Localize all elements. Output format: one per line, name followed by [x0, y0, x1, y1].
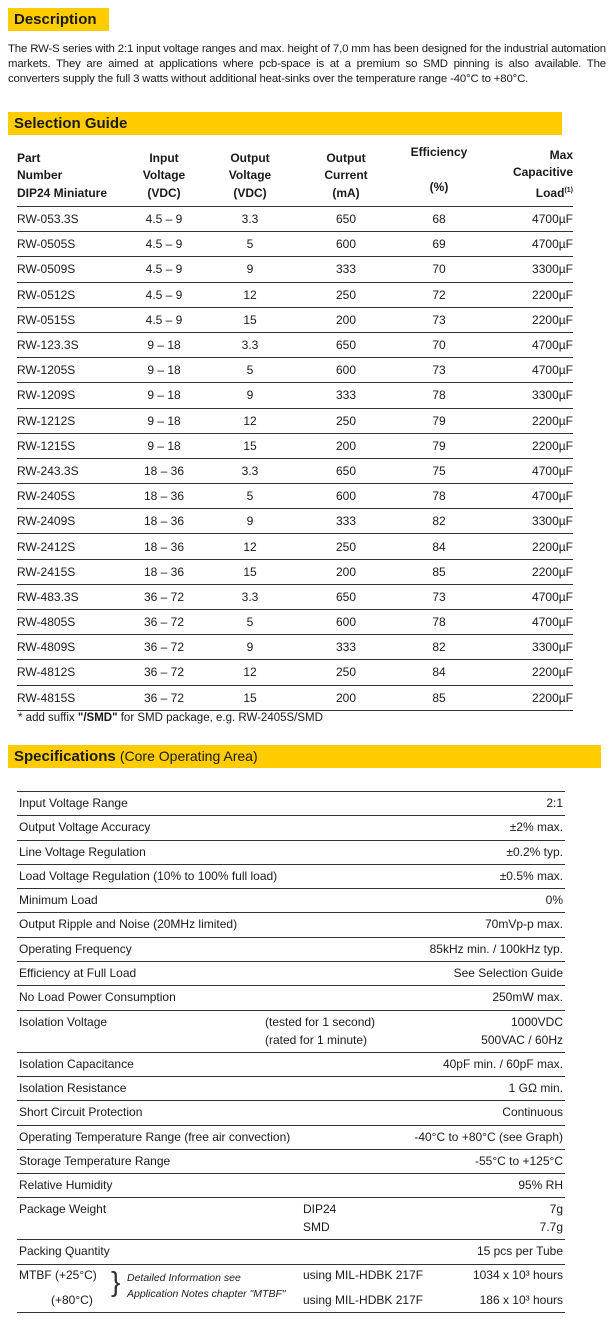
cell-output-current: 600 [299, 610, 393, 635]
table-row [17, 635, 573, 660]
cell-output-current: 650 [299, 458, 393, 483]
spec-row [17, 1240, 565, 1264]
cell-input-voltage: 9 – 18 [127, 433, 201, 458]
cell-part-number: RW-0512S [17, 282, 127, 307]
spec-label: Minimum Load [19, 893, 98, 908]
spec-condition-2: SMD [303, 1220, 330, 1235]
header-output-current [299, 142, 393, 207]
table-row [17, 207, 573, 232]
cell-part-number: RW-1205S [17, 358, 127, 383]
spec-condition: DIP24 [303, 1202, 337, 1217]
cell-output-voltage: 12 [201, 660, 299, 685]
table-row [17, 232, 573, 257]
cell-efficiency: 69 [393, 232, 485, 257]
cell-output-current: 333 [299, 257, 393, 282]
spec-value: 250mW max. [492, 990, 563, 1005]
cell-max-capacitive-load: 2200µF [485, 559, 573, 584]
spec-value: 1 GΩ min. [508, 1080, 563, 1095]
spec-row [17, 889, 565, 913]
cell-input-voltage: 36 – 72 [127, 584, 201, 609]
selection-guide-footnote [18, 712, 323, 724]
cell-output-voltage: 5 [201, 232, 299, 257]
header-part-line1: Part [17, 150, 41, 165]
cell-output-voltage: 3.3 [201, 332, 299, 357]
cell-part-number: RW-4815S [17, 685, 127, 710]
cell-max-capacitive-load: 2200µF [485, 433, 573, 458]
spec-row [17, 841, 565, 865]
cell-output-current: 600 [299, 484, 393, 509]
cell-output-current: 333 [299, 509, 393, 534]
cell-part-number: RW-123.3S [17, 332, 127, 357]
cell-part-number: RW-243.3S [17, 458, 127, 483]
cell-part-number: RW-053.3S [17, 207, 127, 232]
cell-efficiency: 70 [393, 332, 485, 357]
cell-input-voltage: 4.5 – 9 [127, 232, 201, 257]
cell-output-current: 250 [299, 534, 393, 559]
spec-value: 7g [549, 1202, 563, 1217]
cell-output-current: 200 [299, 559, 393, 584]
selection-guide-body [17, 207, 573, 711]
spec-label: Isolation Resistance [19, 1080, 127, 1095]
cell-max-capacitive-load: 4700µF [485, 584, 573, 609]
mtbf-label-80: (+80°C) [51, 1292, 93, 1307]
spec-label: Efficiency at Full Load [19, 966, 137, 981]
table-row [17, 484, 573, 509]
cell-efficiency: 82 [393, 509, 485, 534]
spec-value: 40pF min. / 60pF max. [442, 1056, 563, 1071]
cell-output-voltage: 5 [201, 610, 299, 635]
table-row [17, 383, 573, 408]
mtbf-value-80: 186 x 10³ hours [479, 1292, 563, 1307]
table-row [17, 358, 573, 383]
cell-max-capacitive-load: 2200µF [485, 282, 573, 307]
cell-efficiency: 73 [393, 584, 485, 609]
cell-efficiency: 73 [393, 307, 485, 332]
cell-efficiency: 72 [393, 282, 485, 307]
cell-input-voltage: 9 – 18 [127, 408, 201, 433]
selection-guide-heading [8, 112, 562, 135]
specifications-table [17, 791, 565, 1313]
header-outc-line2: Current [324, 168, 368, 182]
cell-output-voltage: 5 [201, 484, 299, 509]
cell-output-voltage: 3.3 [201, 584, 299, 609]
spec-label: Output Voltage Accuracy [19, 820, 151, 835]
table-row [17, 559, 573, 584]
spec-label: Load Voltage Regulation (10% to 100% full load) [19, 868, 278, 883]
cell-input-voltage: 36 – 72 [127, 660, 201, 685]
header-input-voltage [127, 142, 201, 207]
cell-part-number: RW-0509S [17, 257, 127, 282]
spec-row [17, 1174, 565, 1198]
cell-max-capacitive-load: 4700µF [485, 484, 573, 509]
specifications-heading [8, 745, 601, 768]
cell-output-voltage: 5 [201, 358, 299, 383]
spec-label: Output Ripple and Noise (20MHz limited) [19, 917, 238, 932]
header-part-line3: DIP24 Miniature [17, 185, 108, 200]
cell-output-voltage: 9 [201, 635, 299, 660]
spec-value: 1000VDC [510, 1014, 563, 1029]
header-efficiency [393, 142, 485, 207]
cell-max-capacitive-load: 4700µF [485, 358, 573, 383]
spec-value: See Selection Guide [453, 966, 563, 981]
cell-output-current: 650 [299, 584, 393, 609]
cell-max-capacitive-load: 4700µF [485, 332, 573, 357]
spec-label: Operating Temperature Range (free air convection) [19, 1129, 291, 1144]
table-row [17, 257, 573, 282]
specifications-heading-text: Specifications [14, 748, 116, 765]
spec-value: -40°C to +80°C (see Graph) [414, 1129, 563, 1144]
spec-row [17, 1011, 565, 1053]
cell-part-number: RW-4805S [17, 610, 127, 635]
cell-part-number: RW-0515S [17, 307, 127, 332]
cell-part-number: RW-2412S [17, 534, 127, 559]
cell-output-voltage: 15 [201, 685, 299, 710]
cell-part-number: RW-1212S [17, 408, 127, 433]
cell-input-voltage: 4.5 – 9 [127, 257, 201, 282]
cell-max-capacitive-load: 4700µF [485, 458, 573, 483]
cell-output-current: 200 [299, 433, 393, 458]
spec-row [17, 865, 565, 889]
spec-label: Storage Temperature Range [19, 1153, 171, 1168]
spec-row [17, 1077, 565, 1101]
cell-efficiency: 78 [393, 610, 485, 635]
cell-output-voltage: 15 [201, 307, 299, 332]
table-row [17, 509, 573, 534]
header-outv-line3: (VDC) [233, 185, 267, 200]
cell-output-current: 250 [299, 282, 393, 307]
table-row [17, 408, 573, 433]
spec-value: ±0.5% max. [499, 868, 563, 883]
cell-efficiency: 84 [393, 660, 485, 685]
cell-output-voltage: 3.3 [201, 458, 299, 483]
spec-row [17, 1150, 565, 1174]
cell-part-number: RW-2405S [17, 484, 127, 509]
cell-efficiency: 75 [393, 458, 485, 483]
cell-max-capacitive-load: 2200µF [485, 660, 573, 685]
specifications-subheading: (Core Operating Area) [119, 748, 258, 764]
cell-output-voltage: 12 [201, 408, 299, 433]
cell-part-number: RW-0505S [17, 232, 127, 257]
spec-row [17, 962, 565, 986]
cell-output-current: 200 [299, 685, 393, 710]
header-input-line3: (VDC) [147, 185, 181, 200]
table-row [17, 660, 573, 685]
cell-output-current: 650 [299, 332, 393, 357]
header-cap-line1: Max [549, 147, 573, 162]
cell-output-current: 333 [299, 635, 393, 660]
spec-row [17, 816, 565, 840]
table-row [17, 458, 573, 483]
cell-efficiency: 79 [393, 408, 485, 433]
spec-value: -55°C to +125°C [475, 1153, 563, 1168]
cell-max-capacitive-load: 3300µF [485, 635, 573, 660]
cell-efficiency: 82 [393, 635, 485, 660]
spec-label: Package Weight [19, 1202, 107, 1217]
spec-row [17, 938, 565, 962]
mtbf-method-80: using MIL-HDBK 217F [303, 1292, 424, 1307]
table-row [17, 685, 573, 710]
cell-efficiency: 84 [393, 534, 485, 559]
cell-output-current: 200 [299, 307, 393, 332]
cell-max-capacitive-load: 4700µF [485, 207, 573, 232]
spec-value: 2:1 [546, 796, 563, 810]
spec-row [17, 913, 565, 937]
cell-input-voltage: 4.5 – 9 [127, 207, 201, 232]
header-outv-line1: Output [230, 150, 270, 165]
spec-condition: (tested for 1 second) [265, 1014, 376, 1029]
cell-input-voltage: 9 – 18 [127, 332, 201, 357]
description-heading-text: Description [14, 11, 97, 28]
spec-label: Relative Humidity [19, 1178, 113, 1193]
cell-efficiency: 79 [393, 433, 485, 458]
cell-part-number: RW-2409S [17, 509, 127, 534]
cell-output-current: 250 [299, 408, 393, 433]
spec-label: Isolation Capacitance [19, 1056, 134, 1071]
mtbf-method-25: using MIL-HDBK 217F [303, 1267, 424, 1282]
spec-value: ±0.2% typ. [506, 844, 563, 859]
cell-efficiency: 70 [393, 257, 485, 282]
spec-label: No Load Power Consumption [19, 990, 176, 1005]
cell-input-voltage: 18 – 36 [127, 484, 201, 509]
cell-input-voltage: 36 – 72 [127, 610, 201, 635]
footnote-suffix-code: "/SMD" [77, 712, 118, 724]
mtbf-note-line1: Detailed Information see [127, 1271, 241, 1284]
spec-row-mtbf [17, 1265, 565, 1313]
spec-row [17, 1198, 565, 1240]
spec-row [17, 1126, 565, 1150]
cell-efficiency: 73 [393, 358, 485, 383]
mtbf-label-25: MTBF (+25°C) [19, 1267, 97, 1282]
mtbf-value-25: 1034 x 10³ hours [472, 1267, 563, 1282]
spec-label: Operating Frequency [19, 941, 132, 956]
cell-input-voltage: 4.5 – 9 [127, 282, 201, 307]
table-row [17, 584, 573, 609]
spec-condition-2: (rated for 1 minute) [265, 1032, 368, 1047]
cell-input-voltage: 9 – 18 [127, 383, 201, 408]
cell-input-voltage: 9 – 18 [127, 358, 201, 383]
spec-value: Continuous [502, 1105, 563, 1120]
cell-output-voltage: 12 [201, 282, 299, 307]
spec-value: 0% [545, 893, 563, 908]
cell-output-current: 600 [299, 232, 393, 257]
cell-max-capacitive-load: 2200µF [485, 534, 573, 559]
cell-output-voltage: 9 [201, 509, 299, 534]
spec-value: ±2% max. [509, 820, 563, 835]
header-input-line2: Voltage [142, 168, 186, 182]
selection-guide-heading-text: Selection Guide [14, 115, 128, 132]
brace-symbol: } [111, 1265, 121, 1297]
footnote-rest: for SMD package, e.g. RW-2405S/SMD [117, 712, 323, 724]
cell-max-capacitive-load: 3300µF [485, 509, 573, 534]
cell-output-voltage: 3.3 [201, 207, 299, 232]
spec-label: Isolation Voltage [19, 1014, 108, 1029]
table-row [17, 610, 573, 635]
cell-part-number: RW-4812S [17, 660, 127, 685]
table-row [17, 282, 573, 307]
cell-efficiency: 68 [393, 207, 485, 232]
header-cap-superscript: (1) [564, 186, 573, 194]
header-outc-line3: (mA) [332, 185, 360, 200]
header-input-line1: Input [149, 150, 179, 165]
cell-output-voltage: 15 [201, 433, 299, 458]
description-heading [8, 8, 109, 31]
mtbf-note-line2: Application Notes chapter "MTBF" [127, 1287, 286, 1300]
cell-efficiency: 78 [393, 383, 485, 408]
cell-part-number: RW-1209S [17, 383, 127, 408]
spec-value-2: 500VAC / 60Hz [481, 1032, 563, 1047]
cell-output-voltage: 9 [201, 257, 299, 282]
cell-efficiency: 78 [393, 484, 485, 509]
header-part-line2: Number [17, 168, 63, 182]
cell-part-number: RW-4809S [17, 635, 127, 660]
spec-row [17, 1053, 565, 1077]
cell-max-capacitive-load: 4700µF [485, 610, 573, 635]
cell-max-capacitive-load: 3300µF [485, 257, 573, 282]
spec-value: 70mVp-p max. [484, 917, 563, 932]
cell-input-voltage: 36 – 72 [127, 635, 201, 660]
cell-part-number: RW-1215S [17, 433, 127, 458]
cell-efficiency: 85 [393, 559, 485, 584]
cell-input-voltage: 18 – 36 [127, 458, 201, 483]
cell-output-voltage: 9 [201, 383, 299, 408]
cell-part-number: RW-483.3S [17, 584, 127, 609]
header-cap-line2: Capacitive [512, 165, 573, 179]
cell-max-capacitive-load: 2200µF [485, 307, 573, 332]
cell-output-current: 250 [299, 660, 393, 685]
spec-label: Short Circuit Protection [19, 1105, 143, 1120]
header-max-capacitive-load [485, 142, 573, 207]
spec-label: Line Voltage Regulation [19, 844, 146, 859]
cell-input-voltage: 18 – 36 [127, 534, 201, 559]
cell-max-capacitive-load: 4700µF [485, 232, 573, 257]
header-cap-line3: Load [535, 185, 565, 200]
table-row [17, 433, 573, 458]
cell-input-voltage: 4.5 – 9 [127, 307, 201, 332]
cell-max-capacitive-load: 2200µF [485, 408, 573, 433]
table-row [17, 307, 573, 332]
cell-max-capacitive-load: 2200µF [485, 685, 573, 710]
header-outc-line1: Output [326, 150, 366, 165]
footnote-prefix: * add suffix [18, 712, 78, 724]
cell-input-voltage: 18 – 36 [127, 509, 201, 534]
spec-value: 15 pcs per Tube [476, 1244, 563, 1259]
table-row [17, 332, 573, 357]
spec-label: Packing Quantity [19, 1244, 110, 1259]
header-eff-line1: Efficiency [410, 145, 468, 159]
cell-output-current: 600 [299, 358, 393, 383]
cell-efficiency: 85 [393, 685, 485, 710]
header-part-number [17, 142, 127, 207]
cell-input-voltage: 36 – 72 [127, 685, 201, 710]
cell-output-voltage: 12 [201, 534, 299, 559]
selection-guide-header-row [17, 142, 573, 207]
header-outv-line2: Voltage [228, 168, 272, 182]
spec-row [17, 1101, 565, 1125]
selection-guide-table [17, 142, 573, 711]
spec-value: 95% RH [518, 1178, 563, 1193]
cell-part-number: RW-2415S [17, 559, 127, 584]
cell-output-current: 650 [299, 207, 393, 232]
cell-output-voltage: 15 [201, 559, 299, 584]
spec-label: Input Voltage Range [19, 796, 128, 810]
cell-output-current: 333 [299, 383, 393, 408]
cell-input-voltage: 18 – 36 [127, 559, 201, 584]
table-row [17, 534, 573, 559]
spec-value-2: 7.7g [539, 1220, 563, 1235]
header-eff-line3: (%) [429, 180, 449, 194]
description-text: The RW-S series with 2:1 input voltage ranges and max. height of 7,0 mm has been designed for the industrial automation markets. They are aimed at applications where pcb-space is at a premium so SMD pinning is also available. The converters supply the full 3 watts without additional heat-sinks over the temperature range -40°C to +80°C. [8, 43, 606, 85]
spec-value: 85kHz min. / 100kHz typ. [429, 941, 563, 956]
spec-row [17, 792, 565, 816]
header-output-voltage [201, 142, 299, 207]
cell-max-capacitive-load: 3300µF [485, 383, 573, 408]
spec-row [17, 986, 565, 1010]
